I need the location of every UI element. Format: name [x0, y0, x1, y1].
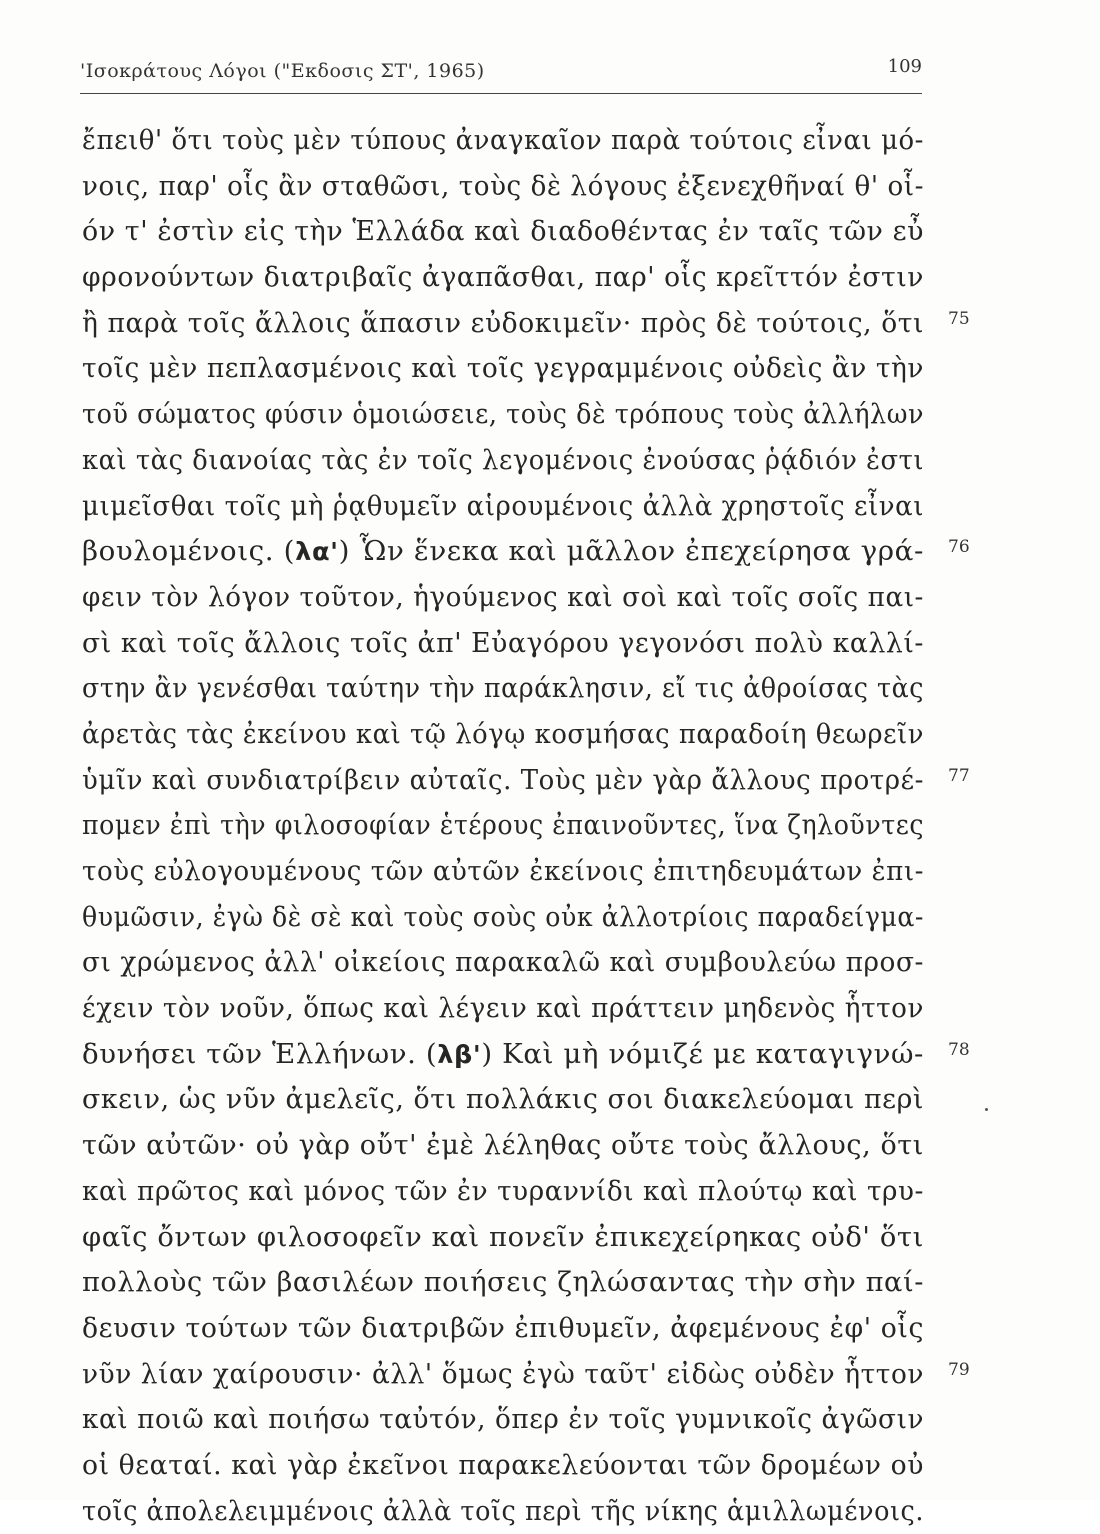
text-line-content: καὶ ποιῶ καὶ ποιήσω ταὐτόν, ὅπερ ἐν τοῖς γυμνικοῖς ἀγῶσιν — [82, 1404, 924, 1436]
text-line-content: μιμεῖσθαι τοῖς μὴ ῥᾳθυμεῖν αἱρουμένοις ἀλλὰ χρηστοῖς εἶναι — [82, 490, 924, 522]
text-line-content: φαῖς ὄντων φιλοσοφεῖν καὶ πονεῖν ἐπικεχείρηκας οὐδ' ὅτι — [82, 1221, 924, 1253]
text-line — [82, 118, 942, 164]
margin-line-number: 78 — [948, 1040, 970, 1060]
text-line — [82, 484, 942, 530]
text-line-content: οἱ θεαταί. καὶ γὰρ ἐκεῖνοι παρακελεύονται τῶν δρομέων οὐ — [82, 1449, 924, 1481]
text-line — [82, 1032, 942, 1078]
text-line — [82, 529, 942, 575]
text-line — [82, 1489, 942, 1534]
text-line-content — [82, 1032, 924, 1078]
text-line — [82, 209, 942, 255]
text-line — [82, 940, 942, 986]
text-line-content: τοῖς ἀπολελειμμένοις ἀλλὰ τοῖς περὶ τῆς νίκης ἁμιλλωμένοις. — [82, 1495, 924, 1527]
text-line — [82, 666, 942, 712]
text-segment: ) Καὶ μὴ νόμιζέ με καταγιγνώ- — [481, 1038, 924, 1070]
text-line-content: καὶ τὰς διανοίας τὰς ἐν τοῖς λεγομένοις ἐνούσας ῥᾴδιόν ἐστι — [82, 444, 924, 476]
text-line-content: στην ἂν γενέσθαι ταύτην τὴν παράκλησιν, εἴ τις ἀθροίσας τὰς — [82, 673, 924, 705]
text-line — [82, 438, 942, 484]
text-line-content: σι χρώμενος ἀλλ' οἰκείοις παρακαλῶ καὶ συμβουλεύω προσ- — [82, 947, 924, 979]
text-line-content: θυμῶσιν, ἐγὼ δὲ σὲ καὶ τοὺς σοὺς οὐκ ἀλλοτρίοις παραδείγμα- — [82, 901, 924, 933]
text-line — [82, 803, 942, 849]
text-line-content: όν τ' ἐστὶν εἰς τὴν Ἑλλάδα καὶ διαδοθέντας ἐν ταῖς τῶν εὖ — [82, 216, 924, 248]
text-line-content — [82, 529, 924, 575]
text-line — [82, 1215, 942, 1261]
text-line-content: νῦν λίαν χαίρουσιν· ἀλλ' ὅμως ἐγὼ ταῦτ' εἰδὼς οὐδὲν ἧττον — [82, 1358, 924, 1390]
text-line-content: τοὺς εὐλογουμένους τῶν αὐτῶν ἐκείνοις ἐπιτηδευμάτων ἐπι- — [82, 856, 924, 887]
text-line-content: ἢ παρὰ τοῖς ἄλλοις ἅπασιν εὐδοκιμεῖν· πρὸς δὲ τούτοις, ὅτι — [82, 307, 924, 339]
text-line-content: πομεν ἐπὶ τὴν φιλοσοφίαν ἑτέρους ἐπαινοῦντες, ἵνα ζηλοῦντες — [82, 810, 924, 842]
page-number: 109 — [887, 56, 922, 77]
text-line — [82, 164, 942, 210]
text-line — [82, 1123, 942, 1169]
margin-line-number: 77 — [948, 765, 970, 786]
text-line — [82, 575, 942, 621]
section-marker: λβ' — [437, 1039, 482, 1069]
section-marker: λα' — [295, 537, 339, 567]
text-line-content: φρονούντων διατριβαῖς ἀγαπᾶσθαι, παρ' οἷς κρεῖττόν ἐστιν — [82, 262, 924, 294]
text-line — [82, 1077, 942, 1123]
text-line — [82, 712, 942, 758]
header-rule — [80, 93, 922, 94]
ink-speck — [985, 1108, 988, 1111]
margin-line-number: 75 — [948, 308, 970, 329]
text-segment: βουλομένοις. ( — [82, 536, 296, 568]
text-line — [82, 346, 942, 392]
text-segment: ) Ὧν ἕνεκα καὶ μᾶλλον ἐπεχείρησα γρά- — [338, 536, 924, 568]
text-line — [82, 1169, 942, 1215]
text-line-content: πολλοὺς τῶν βασιλέων ποιήσεις ζηλώσαντας τὴν σὴν παί- — [82, 1267, 924, 1299]
text-segment: δυνήσει τῶν Ἑλλήνων. ( — [82, 1038, 438, 1070]
text-line — [82, 895, 942, 941]
text-line-content: καὶ πρῶτος καὶ μόνος τῶν ἐν τυραννίδι καὶ πλούτῳ καὶ τρυ- — [82, 1175, 924, 1207]
text-line-content: σὶ καὶ τοῖς ἄλλοις τοῖς ἀπ' Εὐαγόρου γεγονόσι πολὺ καλλί- — [82, 627, 924, 659]
text-line — [82, 1306, 942, 1352]
text-line-content: δευσιν τούτων τῶν διατριβῶν ἐπιθυμεῖν, ἀφεμένους ἐφ' οἷς — [82, 1312, 924, 1344]
text-line-content: ἀρετὰς τὰς ἐκείνου καὶ τῷ λόγῳ κοσμήσας παραδοίη θεωρεῖν — [82, 718, 924, 750]
text-line-content: ἔπειθ' ὅτι τοὺς μὲν τύπους ἀναγκαῖον παρὰ τούτοις εἶναι μό- — [82, 125, 924, 156]
text-line-content: ὑμῖν καὶ συνδιατρίβειν αὐταῖς. Τοὺς μὲν γὰρ ἄλλους προτρέ- — [82, 764, 924, 796]
text-line — [82, 986, 942, 1032]
text-line-content: σκειν, ὡς νῦν ἀμελεῖς, ὅτι πολλάκις σοι διακελεύομαι περὶ — [82, 1084, 924, 1116]
text-line — [82, 1260, 942, 1306]
text-line — [82, 255, 942, 301]
margin-line-number: 76 — [948, 537, 970, 558]
text-line — [82, 849, 942, 895]
text-line-content: τῶν αὐτῶν· οὐ γὰρ οὔτ' ἐμὲ λέληθας οὔτε τοὺς ἄλλους, ὅτι — [82, 1130, 924, 1162]
margin-line-number: 79 — [948, 1359, 970, 1380]
text-line — [82, 392, 942, 438]
page-header — [80, 56, 922, 96]
text-line — [82, 1397, 942, 1443]
text-line — [82, 621, 942, 667]
text-line — [82, 1443, 942, 1489]
text-line-content: νοις, παρ' οἷς ἂν σταθῶσι, τοὺς δὲ λόγους ἐξενεχθῆναί θ' οἷ- — [82, 170, 924, 202]
body-text — [82, 118, 942, 1534]
text-line-content: φειν τὸν λόγον τοῦτον, ἡγούμενος καὶ σοὶ καὶ τοῖς σοῖς παι- — [82, 581, 924, 613]
text-line-content: τοῦ σώματος φύσιν ὁμοιώσειε, τοὺς δὲ τρόπους τοὺς ἀλλήλων — [82, 399, 924, 431]
text-line — [82, 758, 942, 804]
running-title: 'Ισοκράτους Λόγοι ("Εκδοσις ΣΤ', 1965) — [80, 60, 485, 82]
text-line — [82, 1352, 942, 1398]
text-line — [82, 301, 942, 347]
text-line-content: έχειν τὸν νοῦν, ὅπως καὶ λέγειν καὶ πράττειν μηδενὸς ἧττον — [82, 993, 924, 1025]
text-line-content: τοῖς μὲν πεπλασμένοις καὶ τοῖς γεγραμμένοις οὐδεὶς ἂν τὴν — [82, 353, 924, 385]
